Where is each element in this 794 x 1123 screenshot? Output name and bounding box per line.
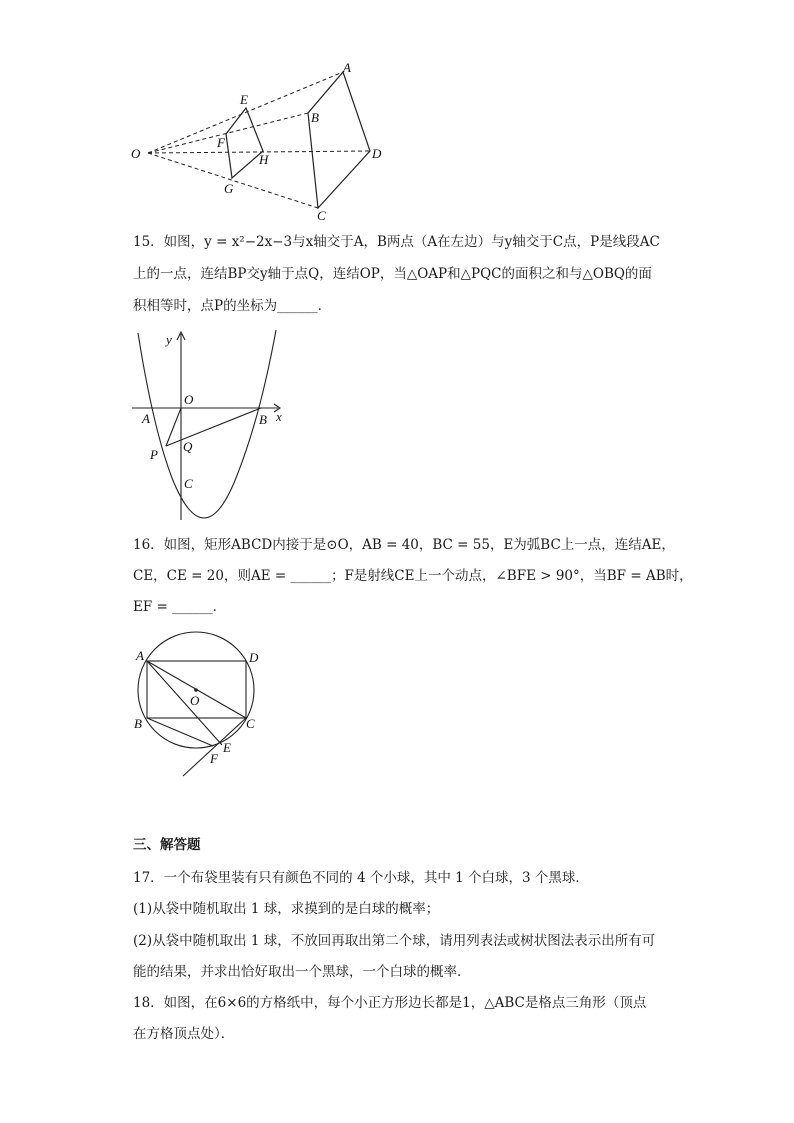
q17-line4: 能的结果，并求出恰好取出一个黑球，一个白球的概率． <box>133 964 471 980</box>
label-B: B <box>134 716 142 731</box>
label-O: O <box>131 146 141 161</box>
figure-parabola <box>128 328 298 526</box>
q17-line2: (1)从袋中随机取出 1 球，求摸到的是白球的概率； <box>133 901 440 917</box>
label-G: G <box>224 181 234 196</box>
q16-line2: CE，CE = 20，则AE = ______；F是射线CE上一个动点，∠BFE > 90°，当BF = AB时， <box>133 568 693 584</box>
label-P: P <box>150 447 158 462</box>
section-title: 三、解答题 <box>133 837 201 853</box>
label-B: B <box>259 412 267 427</box>
label-y: y <box>166 332 172 347</box>
label-C: C <box>317 208 326 223</box>
label-O: O <box>184 392 194 407</box>
q15-line3: 积相等时，点P的坐标为______． <box>133 298 332 314</box>
label-F: F <box>210 751 218 766</box>
label-D: D <box>372 146 382 161</box>
label-B: B <box>311 110 319 125</box>
label-C: C <box>184 476 193 491</box>
label-C: C <box>246 716 255 731</box>
q15-line1: 15．如图，y = x²−2x−3与x轴交于A，B两点（A在左边）与y轴交于C点，P是线段AC <box>133 234 660 250</box>
q17-line1: 17．一个布袋里装有只有颜色不同的 4 个小球，其中 1 个白球，3 个黑球． <box>133 870 589 886</box>
q18-line1: 18．如图，在6×6的方格纸中，每个小正方形边长都是1，△ABC是格点三角形（顶点 <box>133 995 647 1011</box>
figure-circle-rectangle <box>128 628 278 783</box>
label-A: A <box>142 411 150 426</box>
q16-line3: EF = ______． <box>133 599 227 615</box>
label-Q: Q <box>183 439 193 454</box>
label-A: A <box>136 648 144 663</box>
label-E: E <box>223 740 231 755</box>
label-D: D <box>249 650 259 665</box>
label-x: x <box>276 409 282 424</box>
q18-line2: 在方格顶点处）． <box>133 1026 235 1042</box>
label-A: A <box>343 60 351 75</box>
label-E: E <box>240 92 248 107</box>
label-O: O <box>190 693 200 708</box>
label-F: F <box>217 135 225 150</box>
figure-homothety <box>120 58 400 228</box>
q15-line2: 上的一点，连结BP交y轴于点Q，连结OP，当△OAP和△PQC的面积之和与△OBQ的面 <box>133 266 652 282</box>
q17-line3: (2)从袋中随机取出 1 球，不放回再取出第二个球，请用列表法或树状图法表示出所有可 <box>133 933 656 949</box>
q16-line1: 16．如图，矩形ABCD内接于是⊙O，AB = 40，BC = 55，E为弧BC上一点，连结AE， <box>133 537 675 553</box>
label-H: H <box>259 152 269 167</box>
